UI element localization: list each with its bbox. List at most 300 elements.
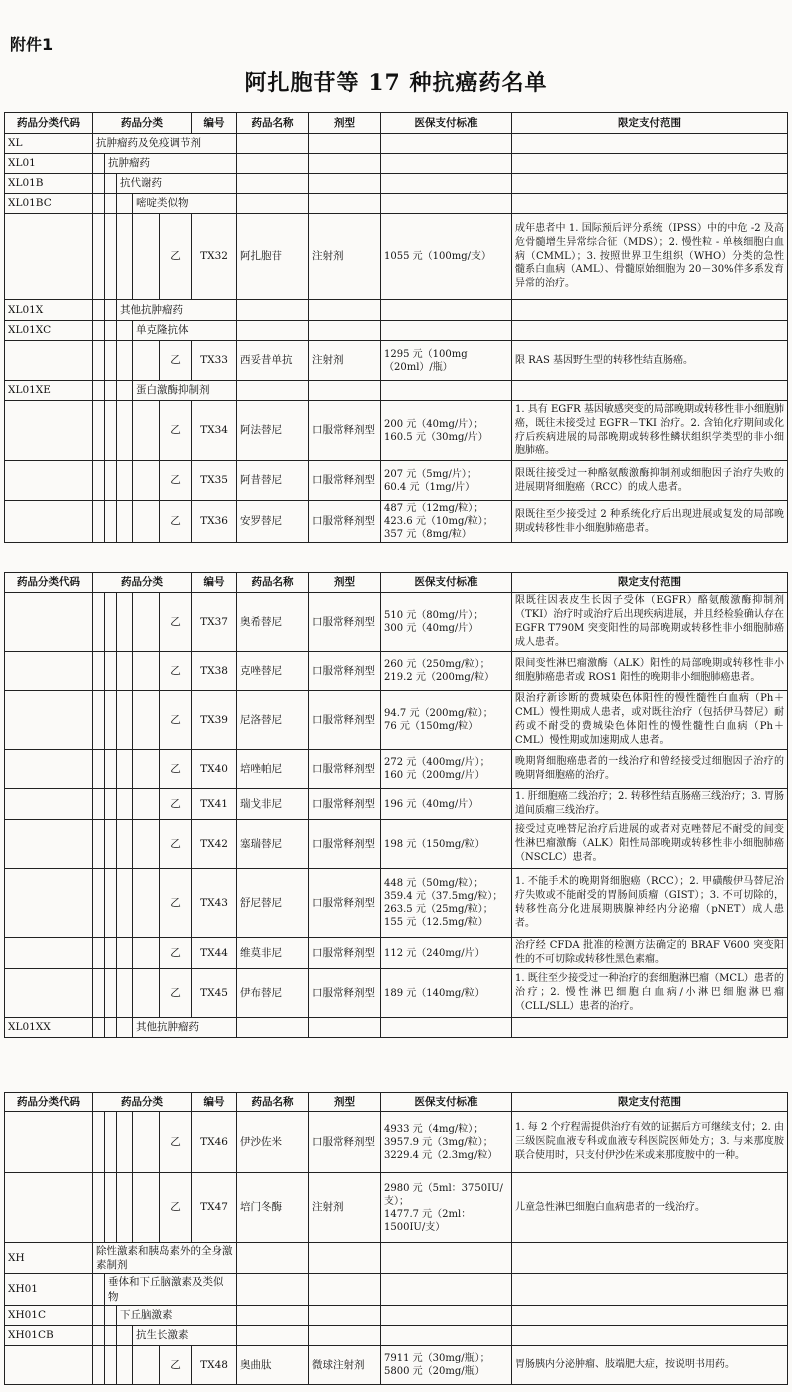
- indent-cell: [93, 1345, 105, 1384]
- drug-class: 乙: [160, 820, 192, 869]
- drug-number: TX38: [192, 652, 237, 691]
- dosage-form: 口服常释剂型: [309, 789, 381, 820]
- header-category: 药品分类: [93, 1093, 192, 1112]
- indent-cell: [93, 938, 105, 969]
- payment-standard: 7911 元（30mg/瓶）； 5800 元（20mg/瓶）: [381, 1345, 512, 1384]
- drug-table-part-2: [4, 572, 788, 1038]
- payment-scope: 儿童急性淋巴细胞白血病患者的一线治疗。: [512, 1173, 788, 1243]
- payment-standard: 112 元（240mg/片）: [381, 938, 512, 969]
- header-category: 药品分类: [93, 113, 192, 134]
- category-code: XL01X: [5, 300, 93, 321]
- payment-standard: 200 元（40mg/片）； 160.5 元（30mg/片）: [381, 401, 512, 461]
- category-code: [5, 501, 93, 543]
- indent-cell: [117, 194, 133, 214]
- indent-cell: [117, 321, 133, 341]
- category-name: 抗肿瘤药: [105, 154, 237, 174]
- indent-cell: [93, 300, 105, 321]
- drug-class: 乙: [160, 938, 192, 969]
- payment-standard: 207 元（5mg/片）； 60.4 元（1mg/片）: [381, 461, 512, 501]
- header-payment-standard: 医保支付标准: [381, 1093, 512, 1112]
- indent-cell: [93, 1018, 105, 1038]
- category-code: [5, 789, 93, 820]
- empty-cell: [381, 1325, 512, 1345]
- category-code: [5, 750, 93, 789]
- dosage-form: 口服常释剂型: [309, 869, 381, 938]
- header-dosage-form: 剂型: [309, 1093, 381, 1112]
- empty-cell: [512, 1274, 788, 1305]
- indent-cell: [105, 1325, 117, 1345]
- payment-standard: 196 元（40mg/片）: [381, 789, 512, 820]
- drug-number: TX34: [192, 401, 237, 461]
- empty-cell: [512, 154, 788, 174]
- drug-name: 维莫非尼: [237, 938, 309, 969]
- dosage-form: 微球注射剂: [309, 1345, 381, 1384]
- indent-cell: [117, 501, 133, 543]
- table-row: [5, 820, 788, 869]
- drug-class: 乙: [160, 593, 192, 652]
- indent-cell: [117, 820, 133, 869]
- empty-cell: [381, 381, 512, 401]
- table-row: [5, 750, 788, 789]
- indent-cell: [117, 461, 133, 501]
- indent-cell: [105, 820, 117, 869]
- empty-cell: [237, 134, 309, 154]
- empty-cell: [237, 1325, 309, 1345]
- category-code: XL01B: [5, 174, 93, 194]
- header-category-code: 药品分类代码: [5, 113, 93, 134]
- indent-cell: [117, 869, 133, 938]
- table-row: [5, 501, 788, 543]
- payment-scope: 限治疗新诊断的费城染色体阳性的慢性髓性白血病（Ph＋ CML）慢性期成人患者，或对既往治疗（包括伊马替尼）耐药或不耐受的费城染色体阳性的慢性髓性白血病（Ph＋ CML）慢性期或加速期成人患者。: [512, 691, 788, 750]
- empty-cell: [512, 300, 788, 321]
- payment-scope: 1. 肝细胞癌二线治疗；2. 转移性结直肠癌三线治疗；3. 胃肠道间质瘤三线治疗。: [512, 789, 788, 820]
- drug-class: 乙: [160, 341, 192, 381]
- empty-cell: [309, 300, 381, 321]
- indent-cell: [133, 214, 160, 300]
- payment-scope: 成年患者中 1. 国际预后评分系统（IPSS）中的中危 -2 及高危骨髓增生异常综合征（MDS）；2. 慢性粒 - 单核细胞白血病（CMML）；3. 按照世界卫生组织（WHO）分类的急性髓系白血病（AML）、骨髓原始细胞为 20－30%伴多系发育异常的治疗。: [512, 214, 788, 300]
- category-name: 抗代谢药: [117, 174, 237, 194]
- table-row: [5, 1243, 788, 1274]
- indent-cell: [133, 652, 160, 691]
- indent-cell: [93, 789, 105, 820]
- header-drug-name: 药品名称: [237, 113, 309, 134]
- category-code: [5, 461, 93, 501]
- drug-number: TX41: [192, 789, 237, 820]
- drug-number: TX37: [192, 593, 237, 652]
- empty-cell: [512, 321, 788, 341]
- category-code: [5, 1112, 93, 1173]
- indent-cell: [93, 214, 105, 300]
- category-code: XH01CB: [5, 1325, 93, 1345]
- drug-name: 培门冬酶: [237, 1173, 309, 1243]
- table-row: [5, 461, 788, 501]
- category-code: [5, 820, 93, 869]
- drug-class: 乙: [160, 214, 192, 300]
- drug-number: TX39: [192, 691, 237, 750]
- drug-name: 西妥昔单抗: [237, 341, 309, 381]
- indent-cell: [133, 461, 160, 501]
- empty-cell: [237, 1274, 309, 1305]
- payment-scope: 晚期肾细胞癌患者的一线治疗和曾经接受过细胞因子治疗的晚期肾细胞癌的治疗。: [512, 750, 788, 789]
- indent-cell: [105, 300, 117, 321]
- indent-cell: [105, 1173, 117, 1243]
- page-title: 阿扎胞苷等 17 种抗癌药名单: [244, 70, 548, 96]
- indent-cell: [93, 750, 105, 789]
- header-category: 药品分类: [93, 573, 192, 593]
- empty-cell: [381, 300, 512, 321]
- table-row: [5, 1173, 788, 1243]
- category-name: 抗肿瘤药及免疫调节剂: [93, 134, 237, 154]
- payment-scope: 限既往因表皮生长因子受体（EGFR）酪氨酸激酶抑制剂（TKI）治疗时或治疗后出现疾病进展，并且经检验确认存在 EGFR T790M 突变阳性的局部晚期或转移性非小细胞肺癌成人患者。: [512, 593, 788, 652]
- drug-name: 尼洛替尼: [237, 691, 309, 750]
- drug-number: TX43: [192, 869, 237, 938]
- category-code: XH01: [5, 1274, 93, 1305]
- payment-standard: 94.7 元（200mg/粒）； 76 元（150mg/粒）: [381, 691, 512, 750]
- empty-cell: [309, 1325, 381, 1345]
- category-code: [5, 869, 93, 938]
- category-code: XL01XE: [5, 381, 93, 401]
- indent-cell: [93, 869, 105, 938]
- drug-name: 伊布替尼: [237, 969, 309, 1018]
- table-row: [5, 1345, 788, 1384]
- payment-scope: 胃肠胰内分泌肿瘤、肢端肥大症，按说明书用药。: [512, 1345, 788, 1384]
- drug-table-part-1: [4, 112, 788, 543]
- category-code: XL: [5, 134, 93, 154]
- indent-cell: [93, 820, 105, 869]
- empty-cell: [512, 134, 788, 154]
- payment-scope: 1. 具有 EGFR 基因敏感突变的局部晚期或转移性非小细胞肺癌，既往未接受过 EGFR－TKI 治疗。2. 含铂化疗期间或化疗后疾病进展的局部晚期或转移性鳞状组织学类型的非小细胞肺癌。: [512, 401, 788, 461]
- table-row: [5, 969, 788, 1018]
- indent-cell: [133, 938, 160, 969]
- empty-cell: [237, 1305, 309, 1325]
- header-dosage-form: 剂型: [309, 113, 381, 134]
- indent-cell: [117, 1018, 133, 1038]
- category-code: [5, 214, 93, 300]
- dosage-form: 注射剂: [309, 341, 381, 381]
- drug-class: 乙: [160, 789, 192, 820]
- indent-cell: [105, 194, 117, 214]
- empty-cell: [512, 194, 788, 214]
- indent-cell: [105, 341, 117, 381]
- table-header-row: [5, 1093, 788, 1112]
- indent-cell: [93, 154, 105, 174]
- empty-cell: [381, 154, 512, 174]
- indent-cell: [105, 501, 117, 543]
- table-row: [5, 869, 788, 938]
- category-name: 除性激素和胰岛素外的全身激素制剂: [93, 1243, 237, 1274]
- empty-cell: [309, 134, 381, 154]
- dosage-form: 注射剂: [309, 214, 381, 300]
- drug-number: TX46: [192, 1112, 237, 1173]
- indent-cell: [117, 1325, 133, 1345]
- empty-cell: [237, 1018, 309, 1038]
- indent-cell: [105, 214, 117, 300]
- category-code: [5, 1173, 93, 1243]
- drug-number: TX40: [192, 750, 237, 789]
- payment-scope: 限既往接受过一种酪氨酸激酶抑制剂或细胞因子治疗失败的进展期肾细胞癌（RCC）的成人患者。: [512, 461, 788, 501]
- payment-scope: 治疗经 CFDA 批准的检测方法确定的 BRAF V600 突变阳性的不可切除或转移性黑色素瘤。: [512, 938, 788, 969]
- dosage-form: 口服常释剂型: [309, 1112, 381, 1173]
- header-payment-scope: 限定支付范围: [512, 1093, 788, 1112]
- table-row: [5, 1325, 788, 1345]
- drug-name: 阿法替尼: [237, 401, 309, 461]
- empty-cell: [309, 1243, 381, 1274]
- header-payment-standard: 医保支付标准: [381, 573, 512, 593]
- header-category-code: 药品分类代码: [5, 573, 93, 593]
- table-row: [5, 134, 788, 154]
- table-row: [5, 1112, 788, 1173]
- category-code: [5, 401, 93, 461]
- category-code: [5, 938, 93, 969]
- category-code: [5, 341, 93, 381]
- indent-cell: [93, 321, 105, 341]
- header-number: 编号: [192, 1093, 237, 1112]
- empty-cell: [237, 300, 309, 321]
- empty-cell: [381, 1274, 512, 1305]
- category-name: 垂体和下丘脑激素及类似物: [105, 1274, 237, 1305]
- drug-class: 乙: [160, 691, 192, 750]
- empty-cell: [381, 194, 512, 214]
- indent-cell: [93, 381, 105, 401]
- category-code: XH: [5, 1243, 93, 1274]
- payment-scope: 限 RAS 基因野生型的转移性结直肠癌。: [512, 341, 788, 381]
- category-code: [5, 652, 93, 691]
- empty-cell: [237, 154, 309, 174]
- drug-name: 伊沙佐米: [237, 1112, 309, 1173]
- indent-cell: [117, 938, 133, 969]
- indent-cell: [93, 1325, 105, 1345]
- empty-cell: [512, 1305, 788, 1325]
- indent-cell: [117, 969, 133, 1018]
- category-code: [5, 593, 93, 652]
- empty-cell: [512, 381, 788, 401]
- category-name: 其他抗肿瘤药: [117, 300, 237, 321]
- payment-scope: 1. 不能手术的晚期肾细胞癌（RCC）；2. 甲磺酸伊马替尼治疗失败或不能耐受的胃肠间质瘤（GIST）；3. 不可切除的，转移性高分化进展期胰腺神经内分泌瘤（pNET）成人患者。: [512, 869, 788, 938]
- indent-cell: [105, 969, 117, 1018]
- payment-standard: 448 元（50mg/粒）； 359.4 元（37.5mg/粒）； 263.5 元（25mg/粒）； 155 元（12.5mg/粒）: [381, 869, 512, 938]
- payment-standard: 2980 元（5ml：3750IU/支）； 1477.7 元（2ml：1500IU/支）: [381, 1173, 512, 1243]
- indent-cell: [93, 1305, 105, 1325]
- header-number: 编号: [192, 573, 237, 593]
- payment-standard: 4933 元（4mg/粒）； 3957.9 元（3mg/粒）； 3229.4 元（2.3mg/粒）: [381, 1112, 512, 1173]
- indent-cell: [133, 341, 160, 381]
- empty-cell: [309, 194, 381, 214]
- empty-cell: [309, 381, 381, 401]
- payment-standard: 272 元（400mg/片）； 160 元（200mg/片）: [381, 750, 512, 789]
- indent-cell: [117, 381, 133, 401]
- category-code: [5, 969, 93, 1018]
- table-row: [5, 789, 788, 820]
- drug-class: 乙: [160, 401, 192, 461]
- drug-class: 乙: [160, 1112, 192, 1173]
- indent-cell: [93, 969, 105, 1018]
- indent-cell: [117, 652, 133, 691]
- drug-name: 瑞戈非尼: [237, 789, 309, 820]
- drug-name: 克唑替尼: [237, 652, 309, 691]
- header-dosage-form: 剂型: [309, 573, 381, 593]
- drug-number: TX47: [192, 1173, 237, 1243]
- category-code: XL01BC: [5, 194, 93, 214]
- drug-number: TX44: [192, 938, 237, 969]
- indent-cell: [117, 1112, 133, 1173]
- indent-cell: [105, 869, 117, 938]
- indent-cell: [93, 401, 105, 461]
- indent-cell: [117, 401, 133, 461]
- empty-cell: [512, 174, 788, 194]
- empty-cell: [512, 1018, 788, 1038]
- table-row: [5, 938, 788, 969]
- header-drug-name: 药品名称: [237, 573, 309, 593]
- empty-cell: [381, 1305, 512, 1325]
- drug-class: 乙: [160, 501, 192, 543]
- indent-cell: [93, 341, 105, 381]
- empty-cell: [237, 174, 309, 194]
- table-row: [5, 401, 788, 461]
- indent-cell: [105, 652, 117, 691]
- dosage-form: 口服常释剂型: [309, 938, 381, 969]
- table-row: [5, 194, 788, 214]
- dosage-form: 口服常释剂型: [309, 969, 381, 1018]
- drug-name: 奥曲肽: [237, 1345, 309, 1384]
- table-row: [5, 1305, 788, 1325]
- indent-cell: [117, 593, 133, 652]
- drug-name: 塞瑞替尼: [237, 820, 309, 869]
- category-name: 其他抗肿瘤药: [133, 1018, 237, 1038]
- table-header-row: [5, 573, 788, 593]
- payment-standard: 189 元（140mg/粒）: [381, 969, 512, 1018]
- indent-cell: [105, 1018, 117, 1038]
- dosage-form: 口服常释剂型: [309, 501, 381, 543]
- indent-cell: [133, 593, 160, 652]
- table-row: [5, 154, 788, 174]
- indent-cell: [133, 820, 160, 869]
- payment-standard: 1295 元（100mg（20ml）/瓶）: [381, 341, 512, 381]
- header-payment-scope: 限定支付范围: [512, 573, 788, 593]
- indent-cell: [105, 401, 117, 461]
- indent-cell: [105, 321, 117, 341]
- drug-name: 阿昔替尼: [237, 461, 309, 501]
- empty-cell: [309, 1018, 381, 1038]
- category-code: XL01XC: [5, 321, 93, 341]
- drug-class: 乙: [160, 461, 192, 501]
- category-name: 嘧啶类似物: [133, 194, 237, 214]
- empty-cell: [381, 321, 512, 341]
- empty-cell: [512, 1243, 788, 1274]
- drug-name: 安罗替尼: [237, 501, 309, 543]
- drug-number: TX36: [192, 501, 237, 543]
- header-payment-standard: 医保支付标准: [381, 113, 512, 134]
- empty-cell: [512, 1325, 788, 1345]
- attachment-label: 附件1: [10, 35, 54, 54]
- category-name: 抗生长激素: [133, 1325, 237, 1345]
- indent-cell: [133, 869, 160, 938]
- indent-cell: [93, 652, 105, 691]
- table-row: [5, 321, 788, 341]
- payment-scope: 限间变性淋巴瘤激酶（ALK）阳性的局部晚期或转移性非小细胞肺癌患者或 ROS1 阳性的晚期非小细胞肺癌患者。: [512, 652, 788, 691]
- indent-cell: [105, 938, 117, 969]
- table-row: [5, 341, 788, 381]
- indent-cell: [117, 341, 133, 381]
- indent-cell: [105, 1305, 117, 1325]
- indent-cell: [133, 501, 160, 543]
- header-drug-name: 药品名称: [237, 1093, 309, 1112]
- dosage-form: 注射剂: [309, 1173, 381, 1243]
- indent-cell: [93, 501, 105, 543]
- drug-name: 奥希替尼: [237, 593, 309, 652]
- table-row: [5, 1274, 788, 1305]
- empty-cell: [237, 1243, 309, 1274]
- drug-class: 乙: [160, 869, 192, 938]
- category-code: XH01C: [5, 1305, 93, 1325]
- indent-cell: [133, 789, 160, 820]
- indent-cell: [117, 1173, 133, 1243]
- indent-cell: [105, 381, 117, 401]
- empty-cell: [381, 1018, 512, 1038]
- empty-cell: [381, 174, 512, 194]
- drug-class: 乙: [160, 750, 192, 789]
- indent-cell: [133, 691, 160, 750]
- drug-class: 乙: [160, 652, 192, 691]
- indent-cell: [117, 789, 133, 820]
- category-name: 蛋白激酶抑制剂: [133, 381, 237, 401]
- payment-standard: 1055 元（100mg/支）: [381, 214, 512, 300]
- dosage-form: 口服常释剂型: [309, 691, 381, 750]
- payment-scope: 限既往至少接受过 2 种系统化疗后出现进展或复发的局部晚期或转移性非小细胞肺癌患者。: [512, 501, 788, 543]
- header-category-code: 药品分类代码: [5, 1093, 93, 1112]
- drug-name: 培唑帕尼: [237, 750, 309, 789]
- payment-standard: 510 元（80mg/片）； 300 元（40mg/片）: [381, 593, 512, 652]
- indent-cell: [105, 1112, 117, 1173]
- drug-number: TX33: [192, 341, 237, 381]
- empty-cell: [309, 154, 381, 174]
- dosage-form: 口服常释剂型: [309, 461, 381, 501]
- indent-cell: [93, 461, 105, 501]
- table-row: [5, 174, 788, 194]
- table-row: [5, 300, 788, 321]
- empty-cell: [309, 321, 381, 341]
- drug-number: TX48: [192, 1345, 237, 1384]
- indent-cell: [117, 214, 133, 300]
- table-row: [5, 381, 788, 401]
- category-name: 单克隆抗体: [133, 321, 237, 341]
- indent-cell: [105, 789, 117, 820]
- empty-cell: [237, 194, 309, 214]
- drug-number: TX45: [192, 969, 237, 1018]
- category-code: XL01XX: [5, 1018, 93, 1038]
- empty-cell: [237, 381, 309, 401]
- drug-class: 乙: [160, 1345, 192, 1384]
- table-row: [5, 214, 788, 300]
- indent-cell: [93, 1274, 105, 1305]
- payment-scope: 接受过克唑替尼治疗后进展的或者对克唑替尼不耐受的间变性淋巴瘤激酶（ALK）阳性局部晚期或转移性非小细胞肺癌（NSCLC）患者。: [512, 820, 788, 869]
- indent-cell: [117, 691, 133, 750]
- indent-cell: [93, 1112, 105, 1173]
- indent-cell: [105, 691, 117, 750]
- empty-cell: [309, 174, 381, 194]
- drug-number: TX42: [192, 820, 237, 869]
- payment-standard: 198 元（150mg/粒）: [381, 820, 512, 869]
- header-payment-scope: 限定支付范围: [512, 113, 788, 134]
- indent-cell: [117, 750, 133, 789]
- indent-cell: [105, 750, 117, 789]
- category-name: 下丘脑激素: [117, 1305, 237, 1325]
- header-number: 编号: [192, 113, 237, 134]
- table-row: [5, 691, 788, 750]
- indent-cell: [133, 1345, 160, 1384]
- drug-class: 乙: [160, 1173, 192, 1243]
- indent-cell: [93, 593, 105, 652]
- indent-cell: [133, 1173, 160, 1243]
